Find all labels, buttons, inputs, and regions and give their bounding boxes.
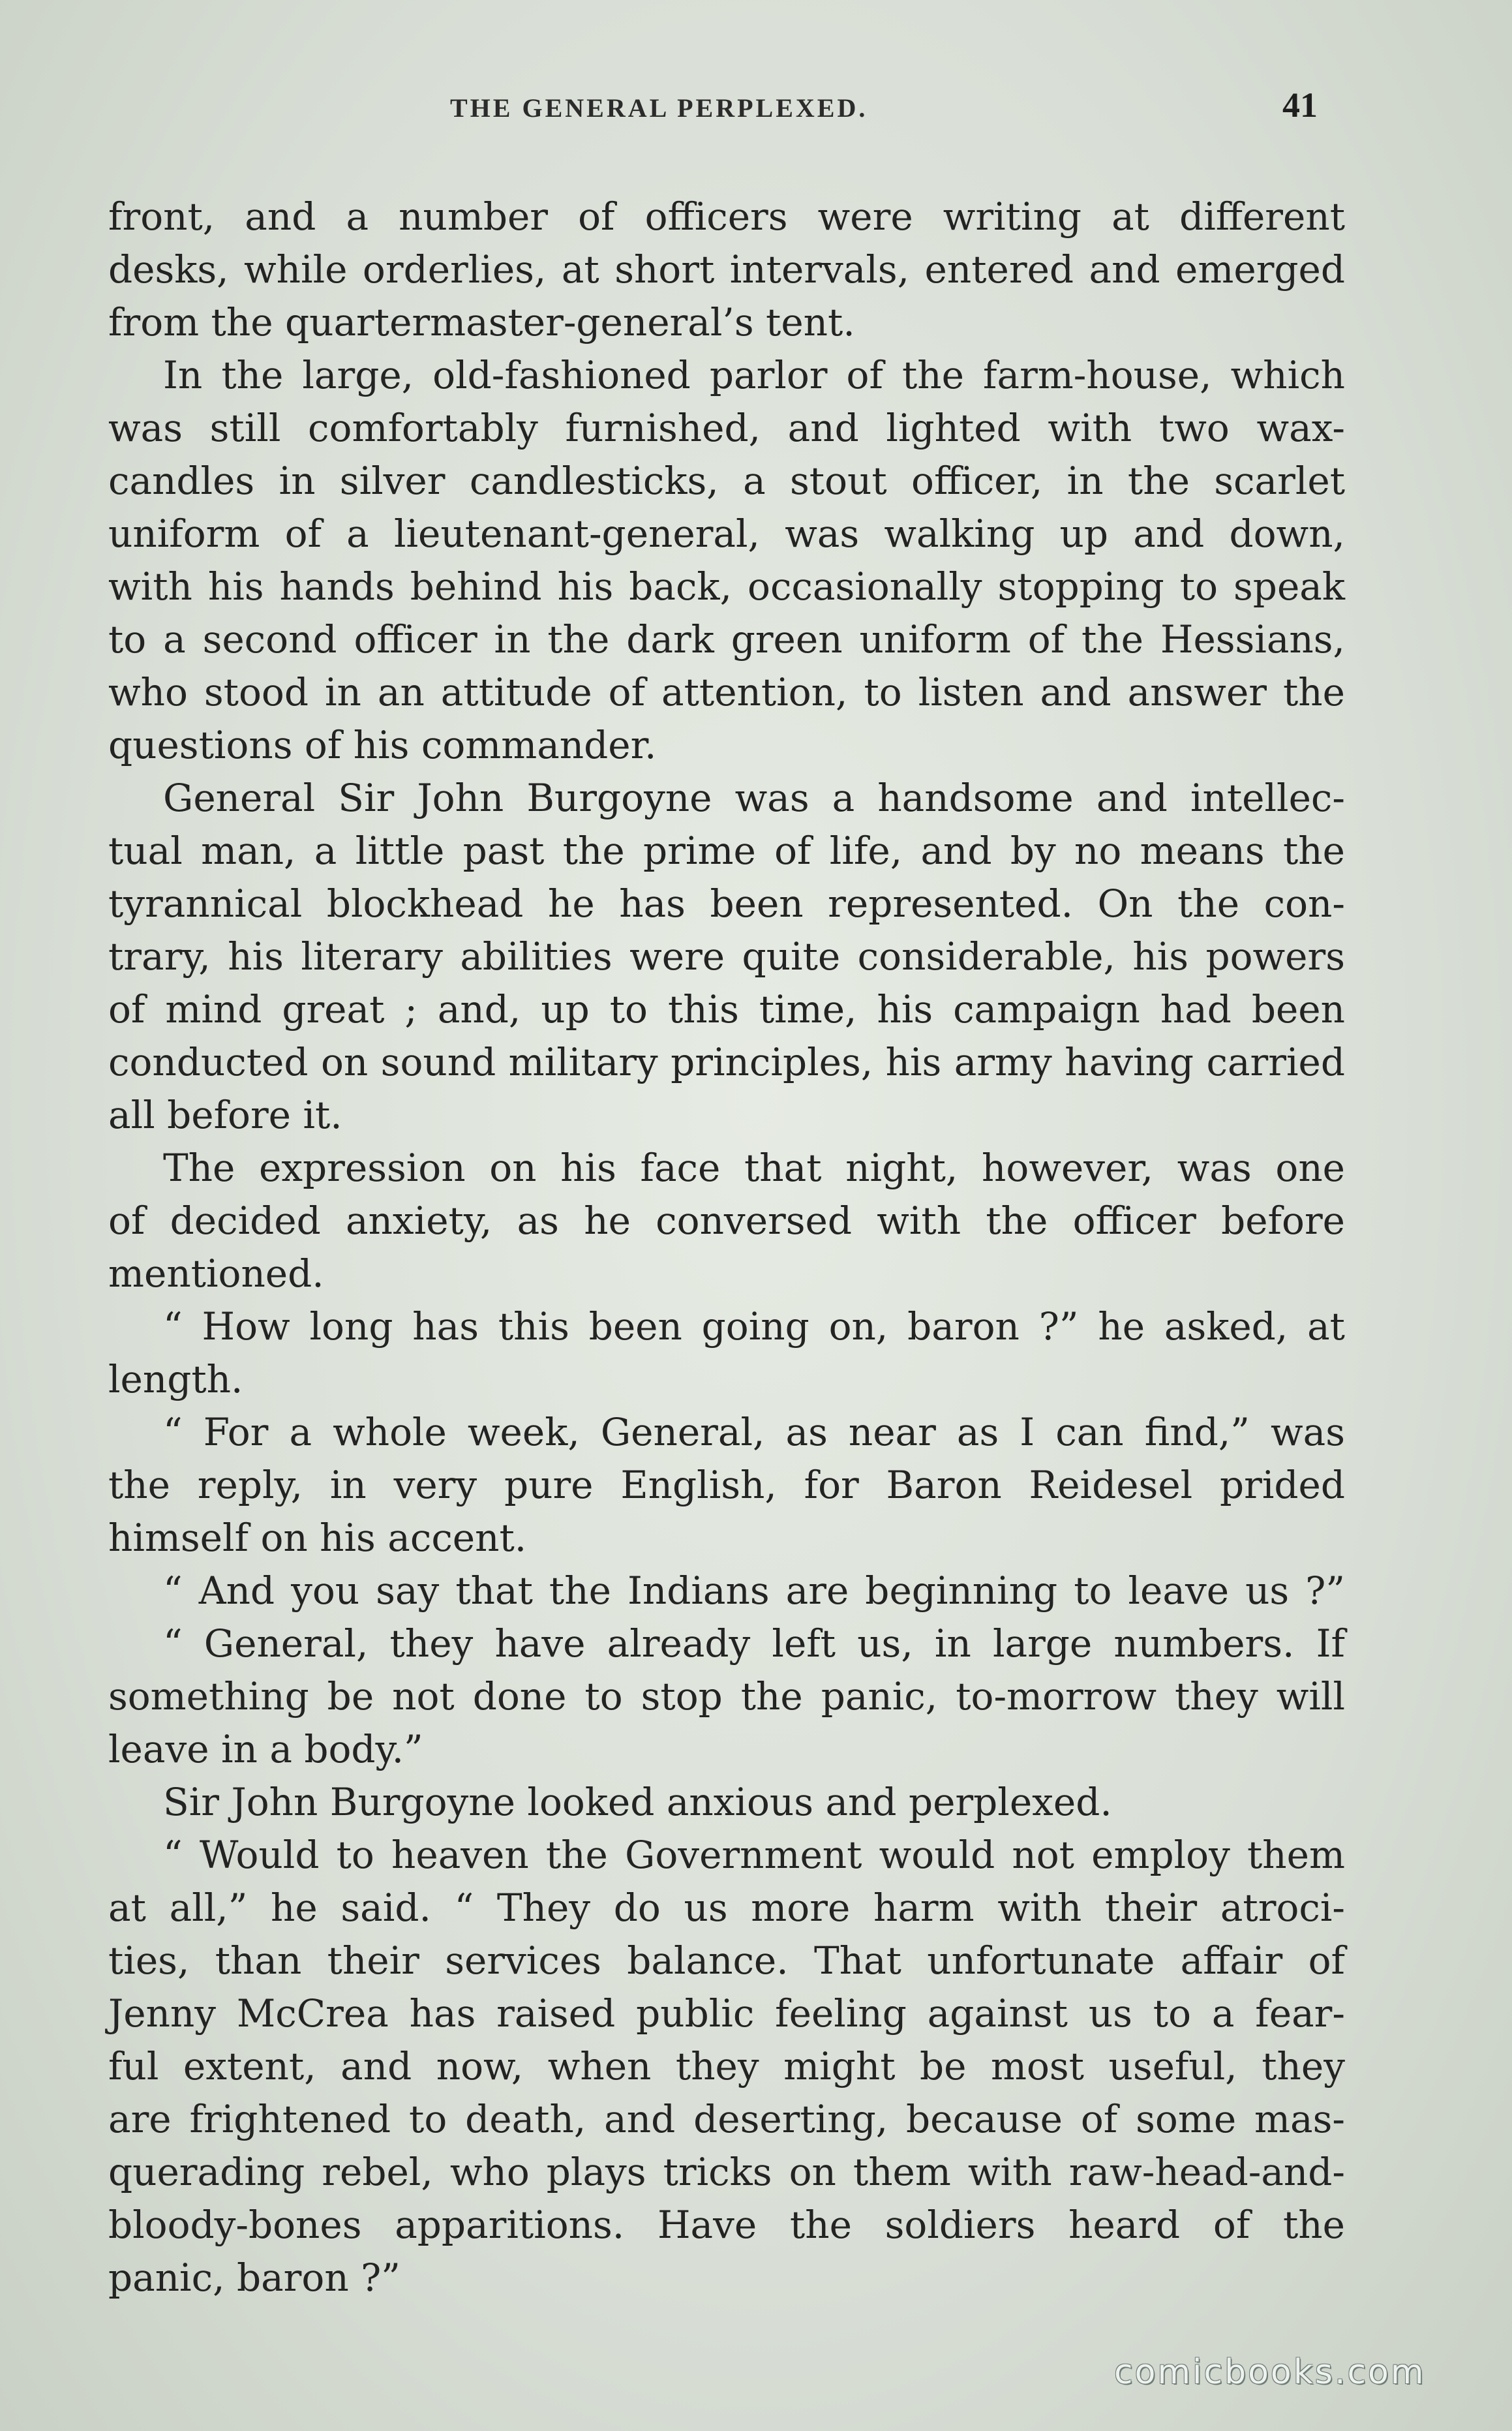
text-line: panic, baron ?” bbox=[108, 2255, 401, 2300]
text-line: desks, while orderlies, at short intervals, entered and emerged bbox=[108, 247, 1345, 292]
watermark-text: comicbooks.com bbox=[1114, 2353, 1426, 2392]
text-line: who stood in an attitude of attention, to listen and answer the bbox=[108, 670, 1345, 714]
text-line: himself on his accent. bbox=[108, 1516, 527, 1560]
text-line: uniform of a lieutenant-general, was walking up and down, bbox=[108, 512, 1345, 556]
text-line: length. bbox=[108, 1357, 243, 1401]
text-line: The expression on his face that night, however, was one bbox=[163, 1146, 1345, 1190]
text-line: are frightened to death, and deserting, because of some mas- bbox=[108, 2097, 1345, 2141]
text-line: ties, than their services balance. That unfortunate affair of bbox=[108, 1938, 1345, 1983]
text-line: bloody-bones apparitions. Have the soldiers heard of the bbox=[108, 2203, 1345, 2247]
text-line: ful extent, and now, when they might be most useful, they bbox=[108, 2044, 1345, 2088]
text-line: “ And you say that the Indians are beginning to leave us ?” bbox=[163, 1568, 1345, 1613]
body-text bbox=[108, 191, 1345, 2304]
text-line: of decided anxiety, as he conversed with the officer before bbox=[108, 1199, 1345, 1243]
text-line: trary, his literary abilities were quite considerable, his powers bbox=[108, 934, 1345, 979]
running-title: THE GENERAL PERPLEXED. bbox=[450, 93, 868, 123]
text-line: “ For a whole week, General, as near as I can find,” was bbox=[163, 1410, 1345, 1454]
text-line: questions of his commander. bbox=[108, 723, 657, 767]
text-line: mentioned. bbox=[108, 1251, 324, 1296]
text-line: querading rebel, who plays tricks on them with raw-head-and- bbox=[108, 2150, 1345, 2194]
text-line: at all,” he said. “ They do us more harm with their atroci- bbox=[108, 1886, 1345, 1930]
text-line: all before it. bbox=[108, 1093, 342, 1137]
text-line: “ How long has this been going on, baron ?” he asked, at bbox=[163, 1304, 1345, 1349]
text-line: tyrannical blockhead he has been represented. On the con- bbox=[108, 881, 1345, 926]
text-line: “ Would to heaven the Government would not employ them bbox=[163, 1833, 1345, 1877]
text-line: front, and a number of officers were writing at different bbox=[108, 194, 1345, 239]
text-line: conducted on sound military principles, his army having carried bbox=[108, 1040, 1345, 1084]
text-line: from the quartermaster-general’s tent. bbox=[108, 300, 855, 344]
text-line: leave in a body.” bbox=[108, 1727, 423, 1771]
page-number: 41 bbox=[1282, 85, 1318, 125]
text-line: In the large, old-fashioned parlor of the farm-house, which bbox=[163, 353, 1345, 397]
text-line: was still comfortably furnished, and lighted with two wax- bbox=[108, 406, 1345, 450]
text-line: Jenny McCrea has raised public feeling against us to a fear- bbox=[108, 1991, 1345, 2036]
text-line: Sir John Burgoyne looked anxious and perplexed. bbox=[163, 1780, 1112, 1824]
text-line: something be not done to stop the panic, to-morrow they will bbox=[108, 1674, 1345, 1719]
text-line: with his hands behind his back, occasionally stopping to speak bbox=[108, 564, 1345, 609]
text-line: General Sir John Burgoyne was a handsome and intellec- bbox=[163, 776, 1345, 820]
text-line: the reply, in very pure English, for Baron Reidesel prided bbox=[108, 1463, 1345, 1507]
text-line: candles in silver candlesticks, a stout officer, in the scarlet bbox=[108, 459, 1345, 503]
text-line: “ General, they have already left us, in large numbers. If bbox=[163, 1621, 1345, 1666]
text-line: to a second officer in the dark green uniform of the Hessians, bbox=[108, 617, 1345, 662]
text-line: of mind great ; and, up to this time, his campaign had been bbox=[108, 987, 1345, 1032]
text-line: tual man, a little past the prime of life, and by no means the bbox=[108, 829, 1345, 873]
